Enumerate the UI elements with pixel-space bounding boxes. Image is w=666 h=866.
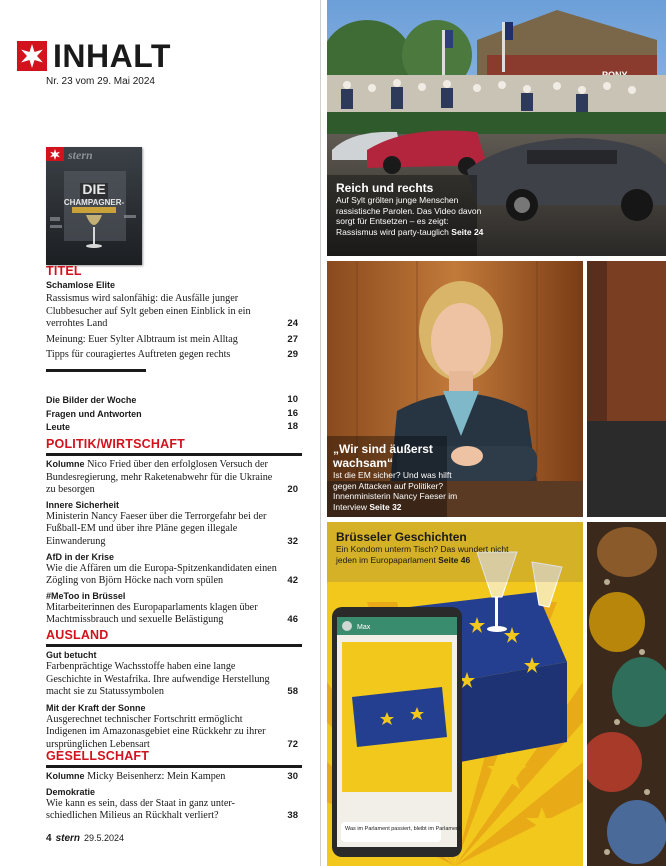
toc-entry[interactable]: Die Bilder der Woche 10 <box>46 394 298 405</box>
page-number: 24 <box>287 318 298 330</box>
section-rule <box>46 644 302 647</box>
section-heading: GESELLSCHAFT <box>46 749 150 763</box>
section-heading: POLITIK/WIRTSCHAFT <box>46 437 186 451</box>
page-number: 29 <box>287 349 298 361</box>
column-divider <box>320 0 321 866</box>
stern-star-icon <box>17 41 47 71</box>
phone-contact: Max <box>357 624 371 631</box>
page-number: 10 <box>287 394 298 405</box>
page-number: 18 <box>287 421 298 432</box>
toc-entry[interactable]: Tipps für couragiertes Auftreten gegen rechts 29 <box>46 349 298 361</box>
page-number: 46 <box>287 614 298 626</box>
cover-art <box>46 147 142 265</box>
caption-body: Ist die EM sicher? Und was hilft gegen Attacken auf Politiker? Innenministerin Nancy Faeser im Interview Seite 32 <box>333 470 458 512</box>
magazine-header <box>17 40 171 72</box>
toc-entry[interactable]: Ministerin Nancy Faeser über die Terrorgefahr bei der Fußball-EM und über ihre Pläne gegen illegale Einwanderung 32 <box>46 510 298 547</box>
page-number: 42 <box>287 575 298 587</box>
caption-body: Auf Sylt grölten junge Menschen rassistische Parolen. Das Video davon sorgt für Entsetzen – es zeigt: Rassismus wird party-tauglich Seite 24 <box>336 195 484 237</box>
caption-page-ref: Seite 46 <box>438 554 471 565</box>
entry-kicker: Gut betucht <box>46 650 97 660</box>
section-heading: TITEL <box>46 264 82 278</box>
footer-brand: stern <box>55 833 81 844</box>
entry-kicker: Mit der Kraft der Sonne <box>46 702 146 713</box>
section-ausland <box>46 628 302 752</box>
section-politik <box>46 437 302 627</box>
page-number: 72 <box>287 738 298 750</box>
svg-text:CHAMPAGNER-: CHAMPAGNER- <box>63 198 125 207</box>
issue-info: Nr. 23 vom 29. Mai 2024 <box>46 76 155 87</box>
section-rule <box>46 453 302 456</box>
bruessel-caption <box>336 530 516 565</box>
toc-entry[interactable]: Fragen und Antworten 16 <box>46 407 298 419</box>
section-divider <box>46 369 146 372</box>
faeser-portrait[interactable] <box>327 261 583 517</box>
cover-thumbnail[interactable] <box>46 147 142 265</box>
footer-page-number: 4 <box>46 833 52 844</box>
phone-message: Was im Parlament passiert, bleibt im Parlament. <box>345 826 463 832</box>
entry-kicker: #MeToo in Brüssel <box>46 590 126 601</box>
eu-illustration <box>327 522 583 866</box>
section-kicker: Schamlose Elite <box>46 280 116 290</box>
toc-entry[interactable]: Meinung: Euer Sylter Albtraum ist mein Alltag 27 <box>46 333 298 345</box>
bruessel-illustration[interactable] <box>327 522 583 866</box>
fabric-scene <box>587 522 666 866</box>
toc-entry[interactable]: Wie die Affären um die Europa-Spitzenkandidaten einen Zögling von Björn Höcke nach vorn spülen 42 <box>46 562 298 587</box>
fabric-photo-strip <box>587 522 666 866</box>
page-number: 30 <box>287 771 298 782</box>
section-gesellschaft <box>46 749 302 823</box>
toc-entry[interactable]: Farbenprächtige Wachsstoffe haben eine lange Geschichte in Westafrika. Ihre aufwendige Herstellung macht sie zu Statussymbolen 58 <box>46 661 298 698</box>
page-number: 27 <box>287 333 298 345</box>
page-number: 16 <box>287 407 298 419</box>
sylt-caption <box>336 181 486 237</box>
entry-kicker: Demokratie <box>46 786 96 797</box>
svg-text:DIE: DIE <box>82 181 106 197</box>
page-number: 58 <box>287 686 298 698</box>
partial-photo-strip <box>587 261 666 517</box>
section-titel <box>46 264 302 372</box>
table-of-contents-column <box>0 0 318 866</box>
section-misc <box>46 394 302 434</box>
caption-title: „Wir sind äußerst wachsam“ <box>333 442 433 470</box>
entry-kicker: Innere Sicherheit <box>46 499 120 510</box>
caption-page-ref: Seite 32 <box>369 501 402 512</box>
strip-scene <box>587 261 666 517</box>
entry-kicker: AfD in der Krise <box>46 551 115 562</box>
caption-body: Ein Kondom unterm Tisch? Das wundert nicht jeden im Europaparlament Seite 46 <box>336 544 509 565</box>
toc-entry[interactable]: Kolumne Nico Fried über den erfolglosen Versuch der Bundesregierung, mehr Raketenabwehr für die Ukraine zu besorgen 20 <box>46 459 298 496</box>
toc-entry[interactable]: Ausgerechnet technischer Fortschritt ermöglicht Indigenen im Amazonasgebiet eine Rückkehr zu ihrer ursprünglichen Lebensart 72 <box>46 713 298 750</box>
toc-entry[interactable]: Rassismus wird salonfähig: die Ausfälle junger Clubbesucher auf Sylt geben einen Einblick in ein verrohtes Land 24 <box>46 293 298 330</box>
page-number: 20 <box>287 484 298 496</box>
cover-brand: stern <box>68 148 93 162</box>
section-rule <box>46 765 302 768</box>
caption-title: Brüsseler Geschichten <box>336 530 467 544</box>
sylt-photo[interactable] <box>327 0 666 256</box>
page-footer <box>46 833 124 844</box>
section-heading: AUSLAND <box>46 628 109 642</box>
page-number: 38 <box>287 810 298 822</box>
toc-entry[interactable]: Mitarbeiterinnen des Europaparlaments klagen über Machtmissbrauch und sexuelle Belästigung 46 <box>46 601 298 626</box>
toc-entry[interactable]: Wie kann es sein, dass der Staat in ganz unter-schiedlichen Milieus an Rückhalt verliert? 38 <box>46 797 298 822</box>
caption-page-ref: Seite 24 <box>451 226 484 237</box>
footer-date: 29.5.2024 <box>84 833 125 843</box>
faeser-caption <box>333 442 468 512</box>
caption-title: Reich und rechts <box>336 181 434 195</box>
toc-entry[interactable]: Kolumne Micky Beisenherz: Mein Kampen 30 <box>46 771 298 782</box>
page-title: INHALT <box>53 38 171 74</box>
page-number: 32 <box>287 535 298 547</box>
toc-entry[interactable]: Leute 18 <box>46 421 298 432</box>
